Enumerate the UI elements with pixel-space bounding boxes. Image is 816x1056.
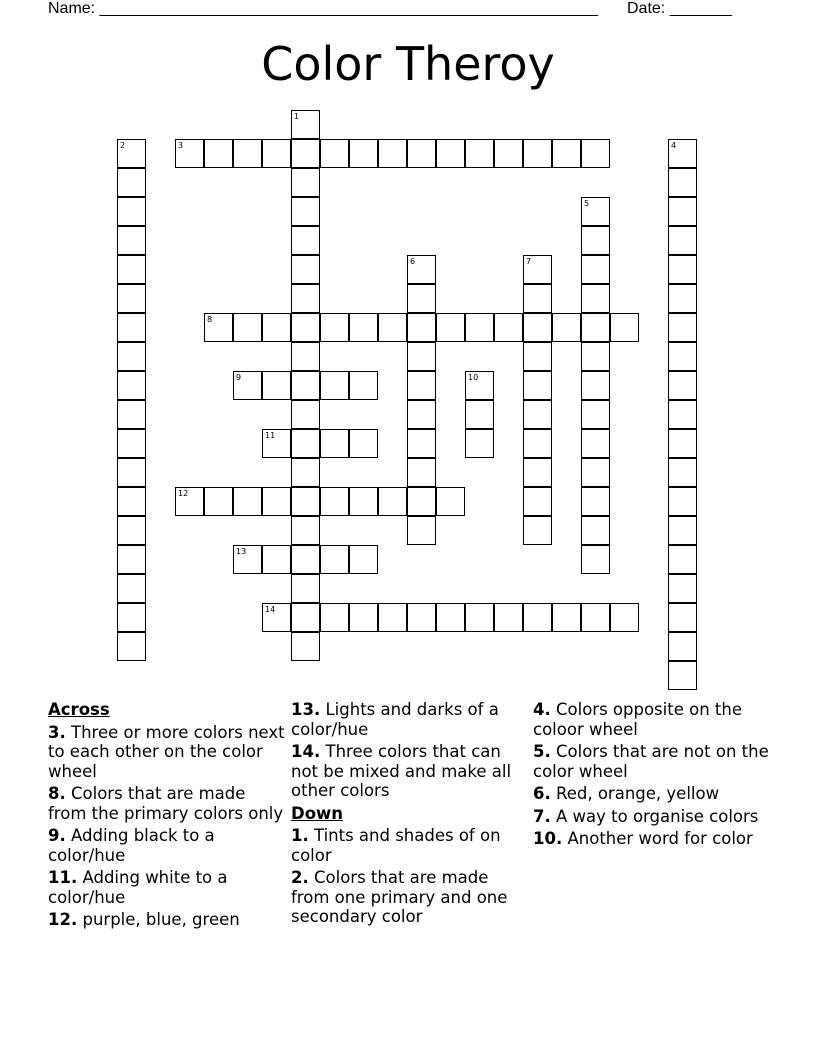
grid-cell[interactable] xyxy=(552,313,581,342)
grid-cell[interactable] xyxy=(117,516,146,545)
grid-cell[interactable] xyxy=(233,371,262,400)
grid-cell[interactable] xyxy=(581,197,610,226)
grid-cell[interactable] xyxy=(668,313,697,342)
grid-cell[interactable] xyxy=(668,632,697,661)
grid-cell[interactable] xyxy=(436,603,465,632)
clues-column-2 xyxy=(291,700,531,930)
cell-number: 12 xyxy=(178,489,189,498)
grid-cell[interactable] xyxy=(668,516,697,545)
clue-across-14: 14. Three colors that can not be mixed and make all other colors xyxy=(291,742,512,800)
grid-cell[interactable] xyxy=(349,371,378,400)
grid-cell[interactable] xyxy=(320,487,349,516)
grid-cell[interactable] xyxy=(291,429,320,458)
cell-number: 13 xyxy=(236,547,247,556)
cell-number: 3 xyxy=(178,141,184,150)
cell-number: 7 xyxy=(526,257,532,266)
grid-cell[interactable] xyxy=(668,168,697,197)
grid-cell[interactable] xyxy=(117,400,146,429)
grid-cell[interactable] xyxy=(523,487,552,516)
grid-cell[interactable] xyxy=(668,487,697,516)
grid-cell[interactable] xyxy=(407,313,436,342)
grid-cell[interactable] xyxy=(523,342,552,371)
grid-cell[interactable] xyxy=(117,574,146,603)
grid-cell[interactable] xyxy=(668,226,697,255)
grid-cell[interactable] xyxy=(349,487,378,516)
grid-cell[interactable] xyxy=(291,168,320,197)
grid-cell[interactable] xyxy=(523,603,552,632)
grid-cell[interactable] xyxy=(610,313,639,342)
grid-cell[interactable] xyxy=(581,342,610,371)
clues-column-3 xyxy=(533,700,773,852)
cell-number: 1 xyxy=(294,112,300,121)
grid-cell[interactable] xyxy=(378,313,407,342)
grid-cell[interactable] xyxy=(320,429,349,458)
grid-cell[interactable] xyxy=(262,545,291,574)
cell-number: 14 xyxy=(265,605,276,614)
cell-number: 10 xyxy=(468,373,479,382)
grid-cell[interactable] xyxy=(117,197,146,226)
grid-cell[interactable] xyxy=(117,429,146,458)
grid-cell[interactable] xyxy=(407,371,436,400)
grid-cell[interactable] xyxy=(407,400,436,429)
grid-cell[interactable] xyxy=(581,400,610,429)
grid-cell[interactable] xyxy=(291,545,320,574)
grid-cell[interactable] xyxy=(291,400,320,429)
grid-cell[interactable] xyxy=(349,429,378,458)
clue-down-7: 7. A way to organise colors xyxy=(533,806,759,826)
grid-cell[interactable] xyxy=(233,313,262,342)
grid-cell[interactable] xyxy=(378,487,407,516)
grid-cell[interactable] xyxy=(581,371,610,400)
grid-cell[interactable] xyxy=(320,603,349,632)
grid-cell[interactable] xyxy=(117,313,146,342)
grid-cell[interactable] xyxy=(291,574,320,603)
clue-down-1: 1. Tints and shades of on color xyxy=(291,826,501,865)
grid-cell[interactable] xyxy=(320,371,349,400)
grid-cell[interactable] xyxy=(523,255,552,284)
grid-cell[interactable] xyxy=(668,603,697,632)
clue-down-10: 10. Another word for color xyxy=(533,829,753,848)
grid-cell[interactable] xyxy=(494,139,523,168)
grid-cell[interactable] xyxy=(465,371,494,400)
grid-cell[interactable] xyxy=(117,139,146,168)
grid-cell[interactable] xyxy=(552,139,581,168)
grid-cell[interactable] xyxy=(668,371,697,400)
page-title: Color Theroy xyxy=(261,37,555,91)
clue-across-12: 12. purple, blue, green xyxy=(48,910,240,929)
clue-down-6: 6. Red, orange, yellow xyxy=(533,784,720,803)
cell-number: 8 xyxy=(207,315,213,324)
grid-cell[interactable] xyxy=(204,487,233,516)
grid-cell[interactable] xyxy=(581,313,610,342)
grid-cell[interactable] xyxy=(581,603,610,632)
grid-cell[interactable] xyxy=(117,342,146,371)
grid-cell[interactable] xyxy=(407,603,436,632)
grid-cell[interactable] xyxy=(320,139,349,168)
grid-cell[interactable] xyxy=(291,110,320,139)
grid-cell[interactable] xyxy=(204,313,233,342)
grid-cell[interactable] xyxy=(465,313,494,342)
grid-cell[interactable] xyxy=(668,458,697,487)
grid-cell[interactable] xyxy=(581,226,610,255)
clue-across-8: 8. Colors that are made from the primary colors only xyxy=(48,784,284,823)
name-line: Name: ________________________________________________________ xyxy=(48,0,598,17)
grid-cell[interactable] xyxy=(465,603,494,632)
grid-cell[interactable] xyxy=(494,313,523,342)
grid-cell[interactable] xyxy=(407,429,436,458)
grid-cell[interactable] xyxy=(581,139,610,168)
grid-cell[interactable] xyxy=(349,545,378,574)
grid-cell[interactable] xyxy=(117,458,146,487)
grid-cell[interactable] xyxy=(291,516,320,545)
grid-cell[interactable] xyxy=(523,516,552,545)
grid-cell[interactable] xyxy=(581,429,610,458)
grid-cell[interactable] xyxy=(436,139,465,168)
grid-cell[interactable] xyxy=(117,487,146,516)
grid-cell[interactable] xyxy=(668,661,697,690)
grid-cell[interactable] xyxy=(668,284,697,313)
grid-cell[interactable] xyxy=(291,197,320,226)
down-heading: Down xyxy=(291,803,344,823)
grid-cell[interactable] xyxy=(523,313,552,342)
grid-cell[interactable] xyxy=(291,226,320,255)
grid-cell[interactable] xyxy=(117,603,146,632)
grid-cell[interactable] xyxy=(117,632,146,661)
clue-across-3: 3. Three or more colors next to each other on the color wheel xyxy=(48,722,285,781)
grid-cell[interactable] xyxy=(349,313,378,342)
grid-cell[interactable] xyxy=(262,487,291,516)
grid-cell[interactable] xyxy=(668,139,697,168)
grid-cell[interactable] xyxy=(436,487,465,516)
grid-cell[interactable] xyxy=(407,487,436,516)
grid-cell[interactable] xyxy=(523,284,552,313)
grid-cell[interactable] xyxy=(378,603,407,632)
grid-cell[interactable] xyxy=(465,139,494,168)
grid-cell[interactable] xyxy=(465,429,494,458)
grid-cell[interactable] xyxy=(233,487,262,516)
grid-cell[interactable] xyxy=(668,545,697,574)
date-line: Date: _______ xyxy=(627,0,732,17)
grid-cell[interactable] xyxy=(117,168,146,197)
grid-cell[interactable] xyxy=(552,603,581,632)
clue-across-13: 13. Lights and darks of a color/hue xyxy=(291,700,499,739)
grid-cell[interactable] xyxy=(407,516,436,545)
cell-number: 2 xyxy=(120,141,126,150)
grid-cell[interactable] xyxy=(407,458,436,487)
grid-cell[interactable] xyxy=(523,429,552,458)
grid-cell[interactable] xyxy=(581,255,610,284)
grid-cell[interactable] xyxy=(668,574,697,603)
clue-down-2: 2. Colors that are made from one primary and one secondary color xyxy=(291,868,508,926)
grid-cell[interactable] xyxy=(291,632,320,661)
clue-across-11: 11. Adding white to a color/hue xyxy=(48,868,228,907)
grid-cell[interactable] xyxy=(291,139,320,168)
grid-cell[interactable] xyxy=(349,603,378,632)
grid-cell[interactable] xyxy=(668,400,697,429)
grid-cell[interactable] xyxy=(117,545,146,574)
grid-cell[interactable] xyxy=(668,342,697,371)
grid-cell[interactable] xyxy=(262,371,291,400)
grid-cell[interactable] xyxy=(465,400,494,429)
grid-cell[interactable] xyxy=(117,226,146,255)
grid-cell[interactable] xyxy=(117,371,146,400)
grid-cell[interactable] xyxy=(262,429,291,458)
grid-cell[interactable] xyxy=(291,603,320,632)
cell-number: 9 xyxy=(236,373,242,382)
grid-cell[interactable] xyxy=(610,603,639,632)
grid-cell[interactable] xyxy=(291,342,320,371)
grid-cell[interactable] xyxy=(262,313,291,342)
grid-cell[interactable] xyxy=(349,139,378,168)
grid-cell[interactable] xyxy=(291,487,320,516)
clue-across-9: 9. Adding black to a color/hue xyxy=(48,826,215,865)
grid-cell[interactable] xyxy=(291,284,320,313)
grid-cell[interactable] xyxy=(291,458,320,487)
grid-cell[interactable] xyxy=(204,139,233,168)
grid-cell[interactable] xyxy=(407,255,436,284)
grid-cell[interactable] xyxy=(233,139,262,168)
grid-cell[interactable] xyxy=(117,255,146,284)
grid-cell[interactable] xyxy=(320,313,349,342)
clue-down-4: 4. Colors opposite on the coloor wheel xyxy=(533,700,742,739)
grid-cell[interactable] xyxy=(523,139,552,168)
grid-cell[interactable] xyxy=(523,371,552,400)
grid-cell[interactable] xyxy=(581,516,610,545)
grid-cell[interactable] xyxy=(378,139,407,168)
grid-cell[interactable] xyxy=(523,458,552,487)
grid-cell[interactable] xyxy=(233,545,262,574)
across-heading: Across xyxy=(48,700,110,719)
grid-cell[interactable] xyxy=(175,487,204,516)
grid-cell[interactable] xyxy=(581,545,610,574)
grid-cell[interactable] xyxy=(175,139,204,168)
cell-number: 6 xyxy=(410,257,416,266)
grid-cell[interactable] xyxy=(668,429,697,458)
grid-cell[interactable] xyxy=(581,487,610,516)
clues-column-1 xyxy=(48,700,288,933)
grid-cell[interactable] xyxy=(668,197,697,226)
grid-cell[interactable] xyxy=(262,139,291,168)
grid-cell[interactable] xyxy=(494,603,523,632)
grid-cell[interactable] xyxy=(291,255,320,284)
grid-cell[interactable] xyxy=(407,342,436,371)
grid-cell[interactable] xyxy=(581,458,610,487)
cell-number: 5 xyxy=(584,199,590,208)
grid-cell[interactable] xyxy=(117,284,146,313)
grid-cell[interactable] xyxy=(320,545,349,574)
grid-cell[interactable] xyxy=(291,313,320,342)
grid-cell[interactable] xyxy=(262,603,291,632)
grid-cell[interactable] xyxy=(291,371,320,400)
grid-cell[interactable] xyxy=(668,255,697,284)
grid-cell[interactable] xyxy=(436,313,465,342)
cell-number: 11 xyxy=(265,431,276,440)
cell-number: 4 xyxy=(671,141,677,150)
grid-cell[interactable] xyxy=(407,284,436,313)
clue-down-5: 5. Colors that are not on the color wheel xyxy=(533,742,769,781)
grid-cell[interactable] xyxy=(523,400,552,429)
grid-cell[interactable] xyxy=(407,139,436,168)
grid-cell[interactable] xyxy=(581,284,610,313)
